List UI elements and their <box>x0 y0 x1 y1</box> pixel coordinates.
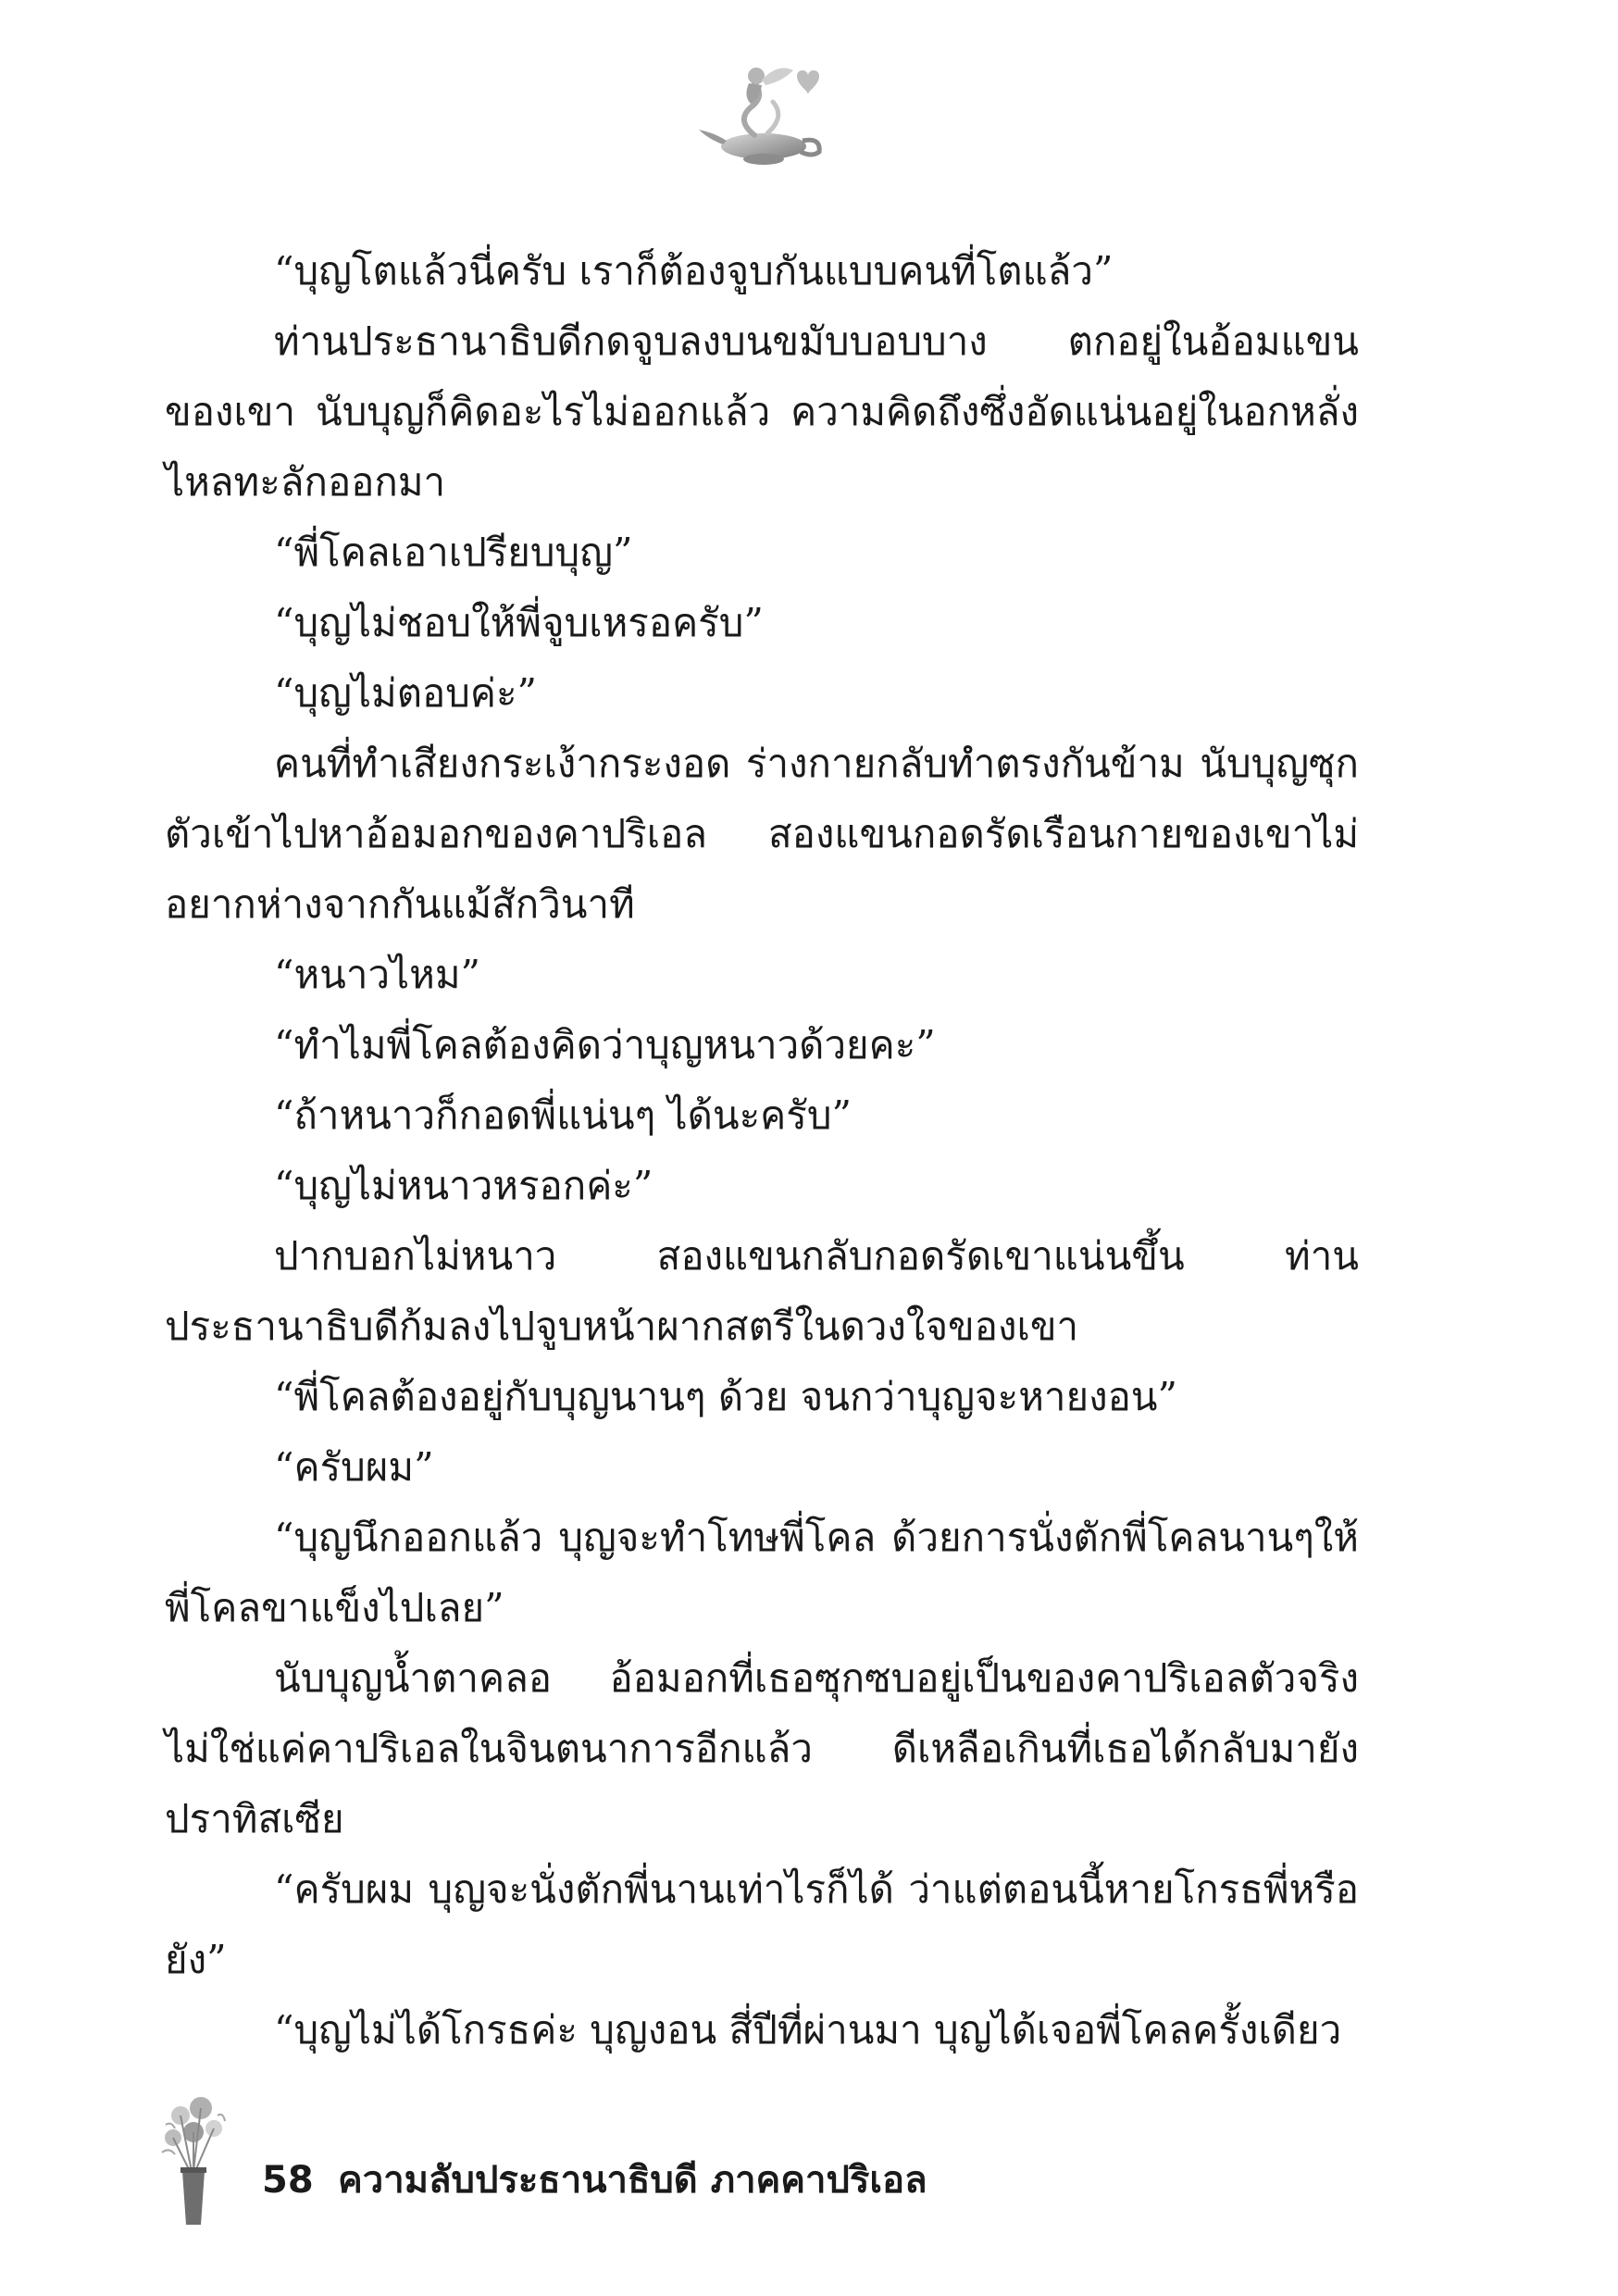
page-footer <box>153 2088 1356 2227</box>
paragraph: “ครับผม” <box>274 1444 434 1490</box>
paragraph: “บุญไม่ชอบให้พี่จูบเหรอครับ” <box>274 600 764 645</box>
page-number: 58 <box>262 2159 314 2202</box>
paragraph: “พี่โคลเอาเปรียบบุญ” <box>274 530 633 575</box>
paragraph: “ถ้าหนาวก็กอดพี่แน่นๆ ได้นะครับ” <box>274 1092 852 1138</box>
book-title: ความลับประธานาธิบดี ภาคคาปริเอล <box>338 2159 927 2202</box>
paragraph: “บุญไม่ตอบค่ะ” <box>274 670 538 716</box>
paragraph: คนที่ทำเสียงกระเง้ากระงอด ร่างกายกลับทำตรงกันข้าม นับบุญซุกตัวเข้าไปหาอ้อมอกของคาปริเอล สองแขนกอดรัดเรือนกายของเขาไม่อยากห่างจากกันแม้สักวินาที <box>165 741 1359 927</box>
paragraph: “บุญไม่หนาวหรอกค่ะ” <box>274 1163 653 1208</box>
paragraph: นับบุญน้ำตาคลอ อ้อมอกที่เธอซุกซบอยู่เป็นของคาปริเอลตัวจริงไม่ใช่แค่คาปริเอลในจินตนาการอีกแล้ว ดีเหลือเกินที่เธอได้กลับมายังปราทิสเซีย <box>165 1655 1359 1841</box>
paragraph: “บุญโตแล้วนี่ครับ เราก็ต้องจูบกันแบบคนที่โตแล้ว” <box>274 248 1114 293</box>
chapter-text <box>165 236 1359 2065</box>
paragraph: “ทำไมพี่โคลต้องคิดว่าบุญหนาวด้วยคะ” <box>274 1022 936 1067</box>
paragraph: “บุญไม่ได้โกรธค่ะ บุญงอน สี่ปีที่ผ่านมา บุญได้เจอพี่โคลครั้งเดียว <box>274 2007 1342 2053</box>
paragraph: ท่านประธานาธิบดีกดจูบลงบนขมับบอบบาง ตกอยู่ในอ้อมแขนของเขา นับบุญก็คิดอะไรไม่ออกแล้ว ความคิดถึงซึ่งอัดแน่นอยู่ในอกหลั่งไหลทะลักออกมา <box>165 318 1359 505</box>
paragraph: “ครับผม บุญจะนั่งตักพี่นานเท่าไรก็ได้ ว่าแต่ตอนนี้หายโกรธพี่หรือยัง” <box>165 1866 1359 1982</box>
paragraph: “พี่โคลต้องอยู่กับบุญนานๆ ด้วย จนกว่าบุญจะหายงอน” <box>274 1374 1177 1419</box>
paragraph: “หนาวไหม” <box>274 952 481 997</box>
paragraph: ปากบอกไม่หนาว สองแขนกลับกอดรัดเขาแน่นขึ้น ท่านประธานาธิบดีก้มลงไปจูบหน้าผากสตรีในดวงใจของเขา <box>165 1233 1359 1349</box>
flower-vase-icon <box>153 2088 236 2227</box>
paragraph: “บุญนึกออกแล้ว บุญจะทำโทษพี่โคล ด้วยการนั่งตักพี่โคลนานๆให้พี่โคลขาแข็งไปเลย” <box>165 1515 1359 1630</box>
teapot-cupid-ornament-icon <box>690 56 828 176</box>
